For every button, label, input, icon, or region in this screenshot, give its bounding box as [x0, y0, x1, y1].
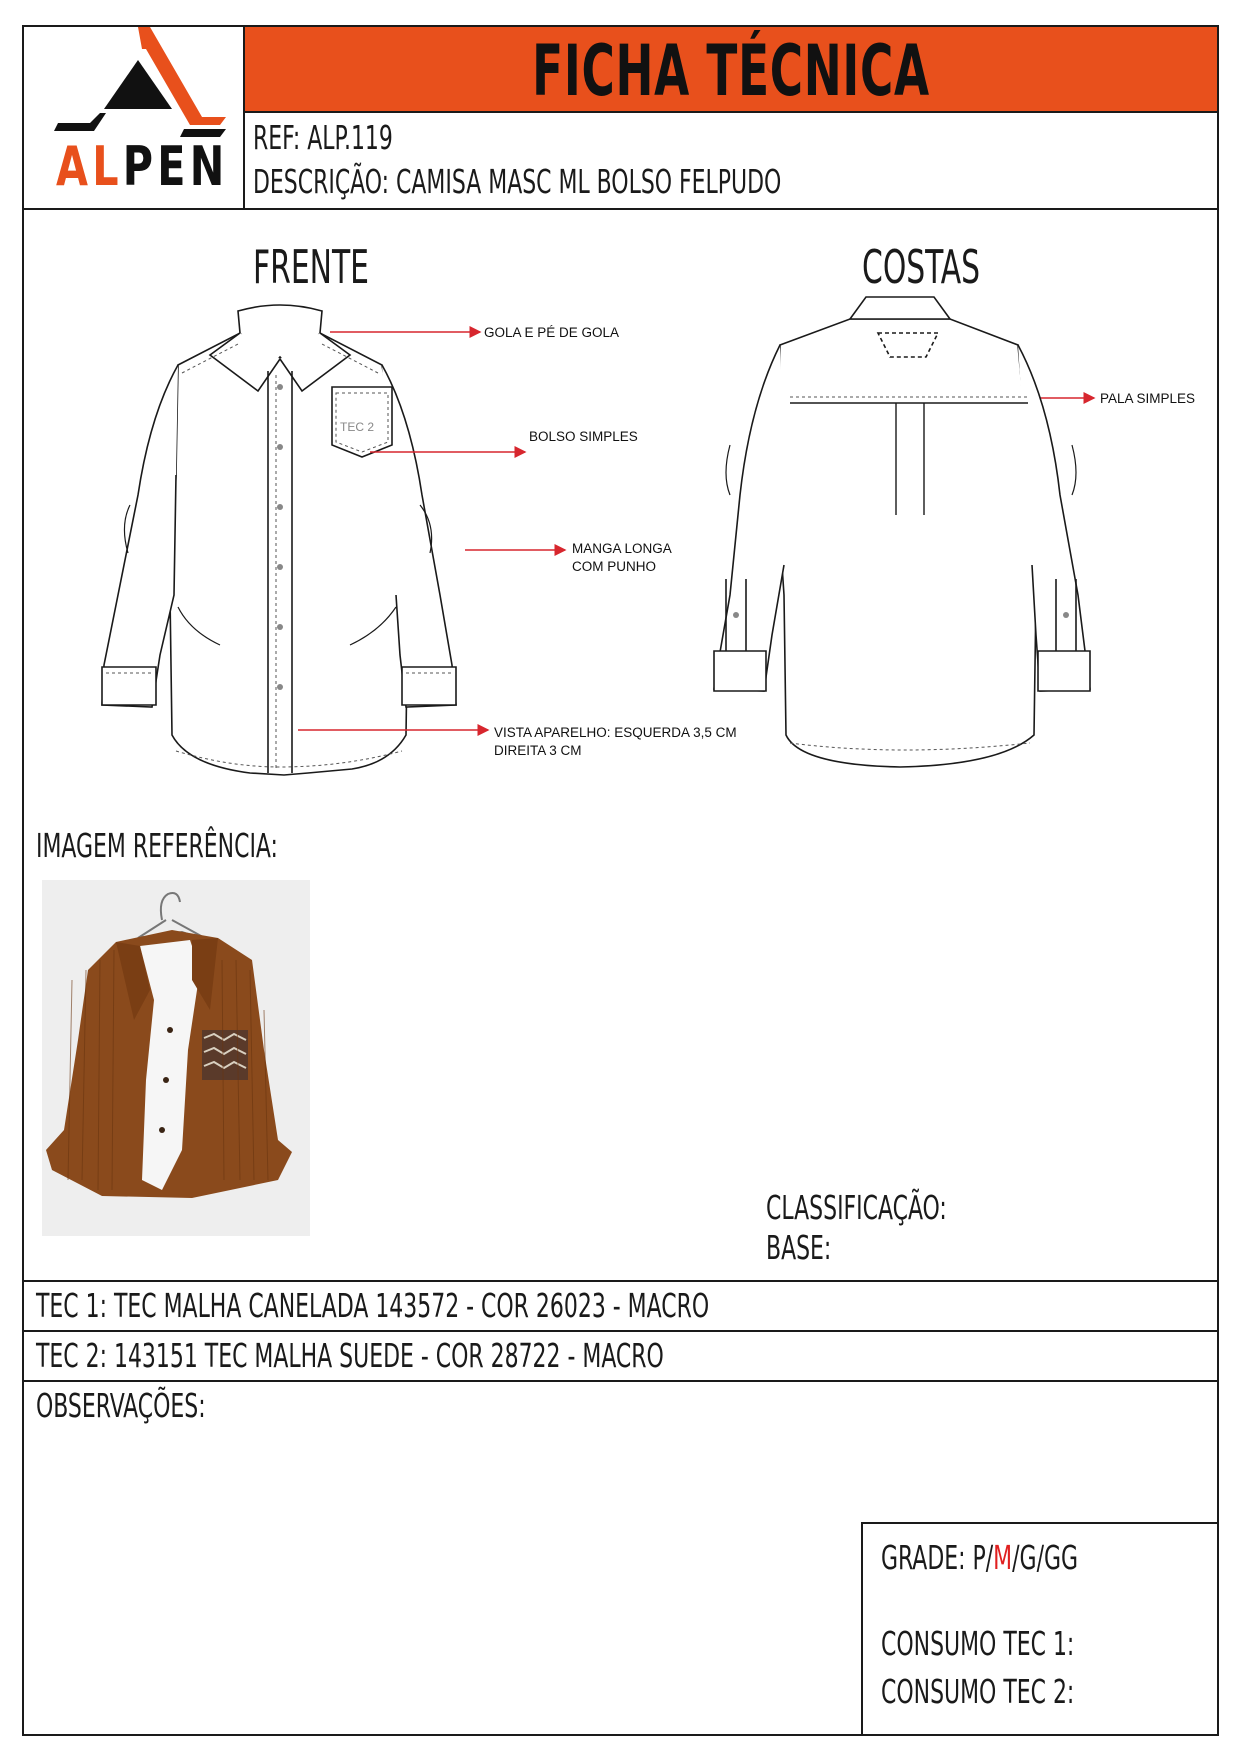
front-view-label: FRENTE [253, 240, 369, 294]
size-gg: GG [1043, 1538, 1079, 1577]
fabric-tec2: TEC 2: 143151 TEC MALHA SUEDE - COR 28722 - MACRO [36, 1336, 664, 1375]
callout-pocket: BOLSO SIMPLES [529, 429, 638, 444]
grade-label: GRADE: [881, 1538, 966, 1577]
consumo-tec2-label: CONSUMO TEC 2: [881, 1672, 1075, 1711]
grade-line: GRADE: P/M/G/GG [881, 1538, 1079, 1577]
observations-label: OBSERVAÇÕES: [36, 1386, 206, 1425]
callout-collar: GOLA E PÉ DE GOLA [484, 325, 620, 340]
fabric-tec1: TEC 1: TEC MALHA CANELADA 143572 - COR 26023 - MACRO [36, 1286, 710, 1325]
reference-image-label: IMAGEM REFERÊNCIA: [36, 826, 278, 865]
pocket-tag: TEC 2 [340, 420, 375, 434]
consumo-tec1-label: CONSUMO TEC 1: [881, 1624, 1075, 1663]
callout-placket-line2: DIREITA 3 CM [494, 743, 582, 758]
callout-placket-line1: VISTA APARELHO: ESQUERDA 3,5 CM [494, 725, 737, 740]
page-title: FICHA TÉCNICA [532, 30, 930, 112]
back-view-label: COSTAS [862, 240, 981, 294]
back-shirt-sketch [700, 295, 1120, 775]
size-p: P [972, 1538, 986, 1577]
ref-value: ALP.119 [307, 118, 393, 157]
brand-name-accent: AL [56, 135, 123, 198]
description-value: CAMISA MASC ML BOLSO FELPUDO [396, 162, 782, 201]
callout-yoke: PALA SIMPLES [1100, 391, 1196, 406]
callout-sleeve-line1: MANGA LONGA [572, 541, 672, 556]
classification-label: CLASSIFICAÇÃO: [766, 1188, 947, 1227]
brand-name-dark: PEN [122, 135, 229, 198]
base-label: BASE: [766, 1228, 832, 1267]
size-g: G [1019, 1538, 1037, 1577]
size-m-selected: M [993, 1538, 1013, 1577]
description-label: DESCRIÇÃO: [253, 162, 390, 201]
ref-label: REF: [253, 118, 301, 157]
callout-sleeve-line2: COM PUNHO [572, 559, 656, 574]
reference-image [42, 880, 310, 1236]
